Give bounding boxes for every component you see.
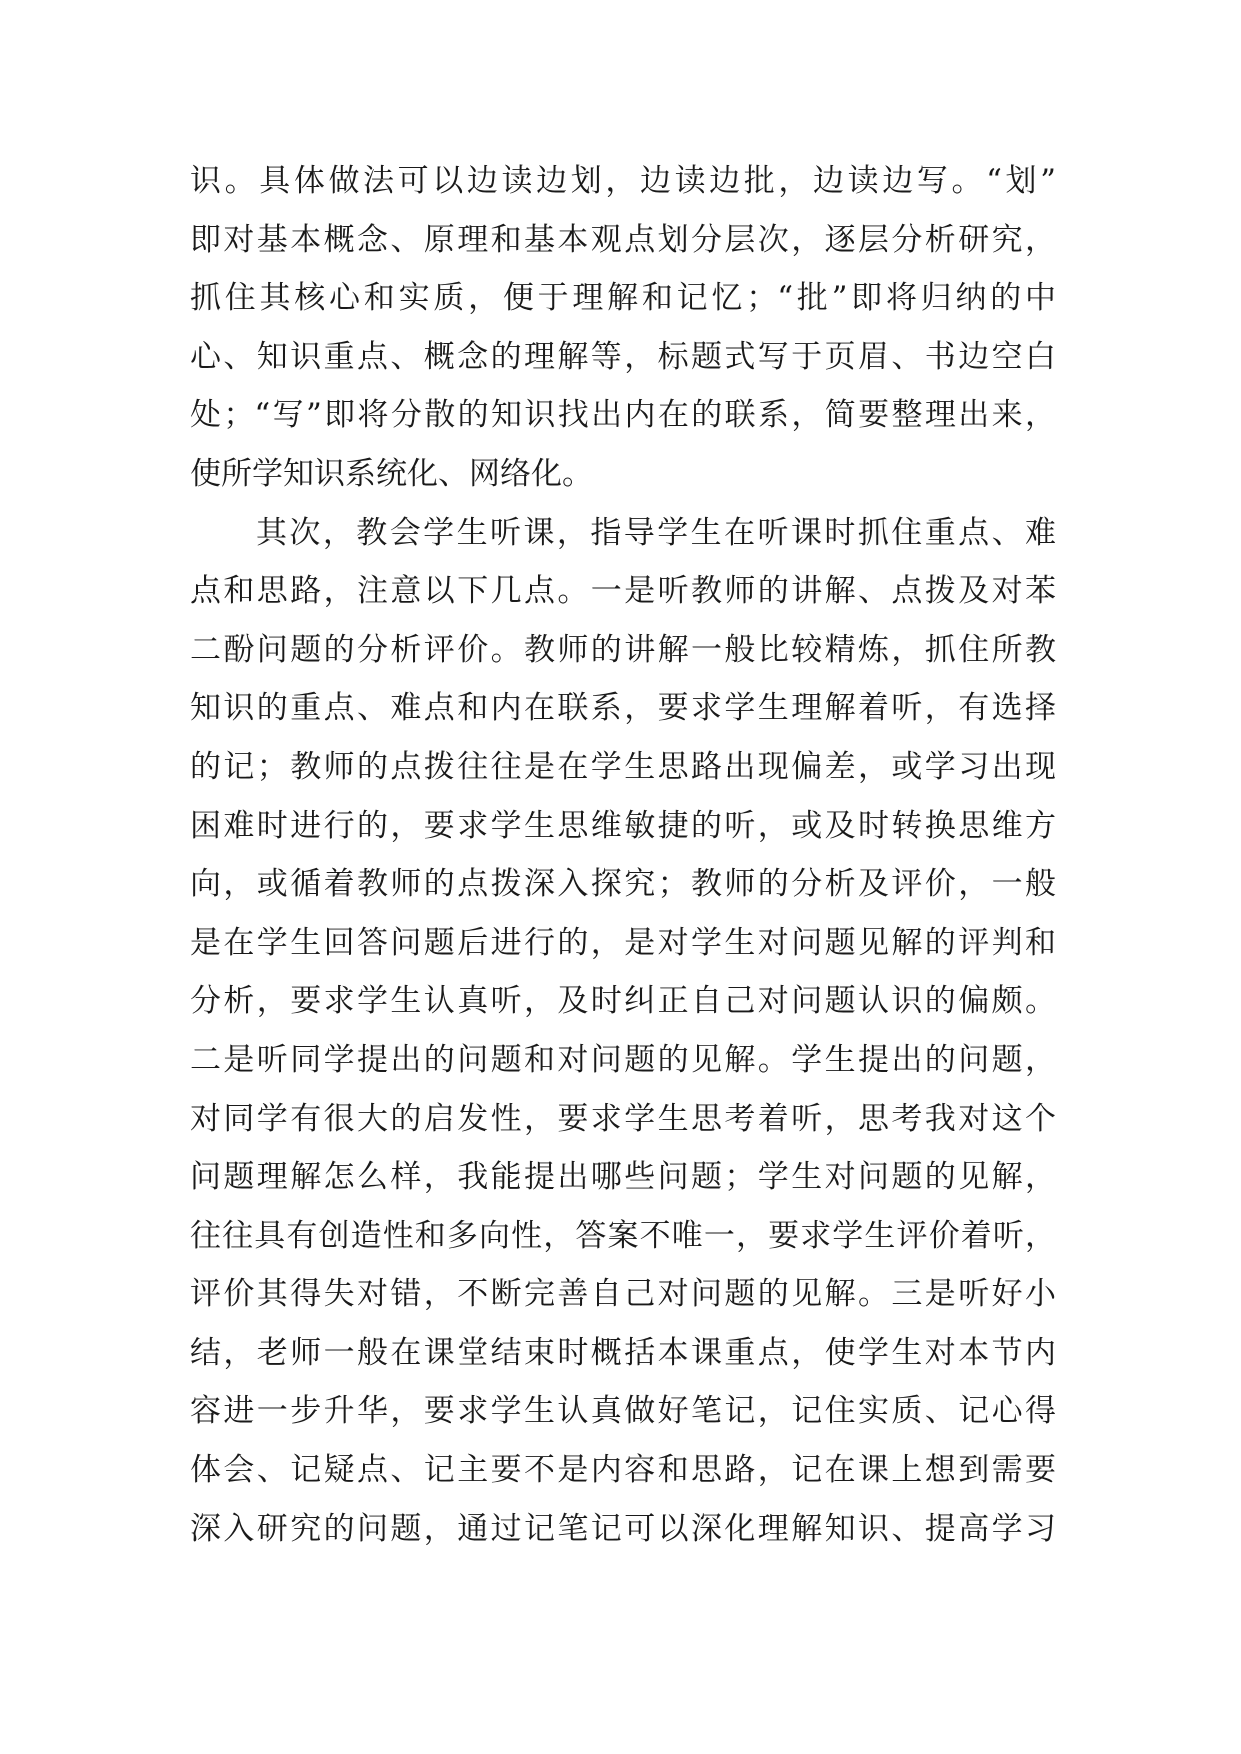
text-line: 二是听同学提出的问题和对问题的见解。学生提出的问题， <box>190 1041 1056 1078</box>
body-text <box>190 152 1056 1558</box>
text-line: 分析，要求学生认真听，及时纠正自己对问题认识的偏颇。 <box>190 983 1056 1020</box>
text-line: 结，老师一般在课堂结束时概括本课重点，使学生对本节内 <box>190 1334 1056 1371</box>
text-line: 即对基本概念、原理和基本观点划分层次，逐层分析研究， <box>190 221 1056 258</box>
text-line: 识。具体做法可以边读边划，边读边批，边读边写。“划” <box>190 163 1056 199</box>
text-line: 问题理解怎么样，我能提出哪些问题；学生对问题的见解， <box>190 1159 1056 1196</box>
text-line: 心、知识重点、概念的理解等，标题式写于页眉、书边空白 <box>190 338 1056 375</box>
text-line: 的记；教师的点拨往往是在学生思路出现偏差，或学习出现 <box>190 748 1056 785</box>
text-line: 体会、记疑点、记主要不是内容和思路，记在课上想到需要 <box>190 1452 1056 1489</box>
text-line: 对同学有很大的启发性，要求学生思考着听，思考我对这个 <box>190 1100 1056 1137</box>
text-line: 困难时进行的，要求学生思维敏捷的听，或及时转换思维方 <box>190 807 1056 844</box>
text-line: 点和思路，注意以下几点。一是听教师的讲解、点拨及对苯 <box>190 573 1056 610</box>
text-line: 处；“写”即将分散的知识找出内在的联系，简要整理出来， <box>190 397 1056 434</box>
text-line: 向，或循着教师的点拨深入探究；教师的分析及评价，一般 <box>190 866 1056 903</box>
text-line: 其次，教会学生听课，指导学生在听课时抓住重点、难 <box>256 514 1056 551</box>
text-line: 容进一步升华，要求学生认真做好笔记，记住实质、记心得 <box>190 1393 1056 1430</box>
text-line: 抓住其核心和实质，便于理解和记忆；“批”即将归纳的中 <box>190 280 1056 317</box>
text-line: 知识的重点、难点和内在联系，要求学生理解着听，有选择 <box>190 690 1056 727</box>
text-line: 二酚问题的分析评价。教师的讲解一般比较精炼，抓住所教 <box>190 631 1056 668</box>
text-line: 是在学生回答问题后进行的，是对学生对问题见解的评判和 <box>190 924 1056 961</box>
text-line: 评价其得失对错，不断完善自己对问题的见解。三是听好小 <box>190 1276 1056 1313</box>
text-line: 深入研究的问题，通过记笔记可以深化理解知识、提高学习 <box>190 1510 1056 1547</box>
text-line: 使所学知识系统化、网络化。 <box>190 455 593 492</box>
text-line: 往往具有创造性和多向性，答案不唯一，要求学生评价着听， <box>190 1217 1056 1254</box>
